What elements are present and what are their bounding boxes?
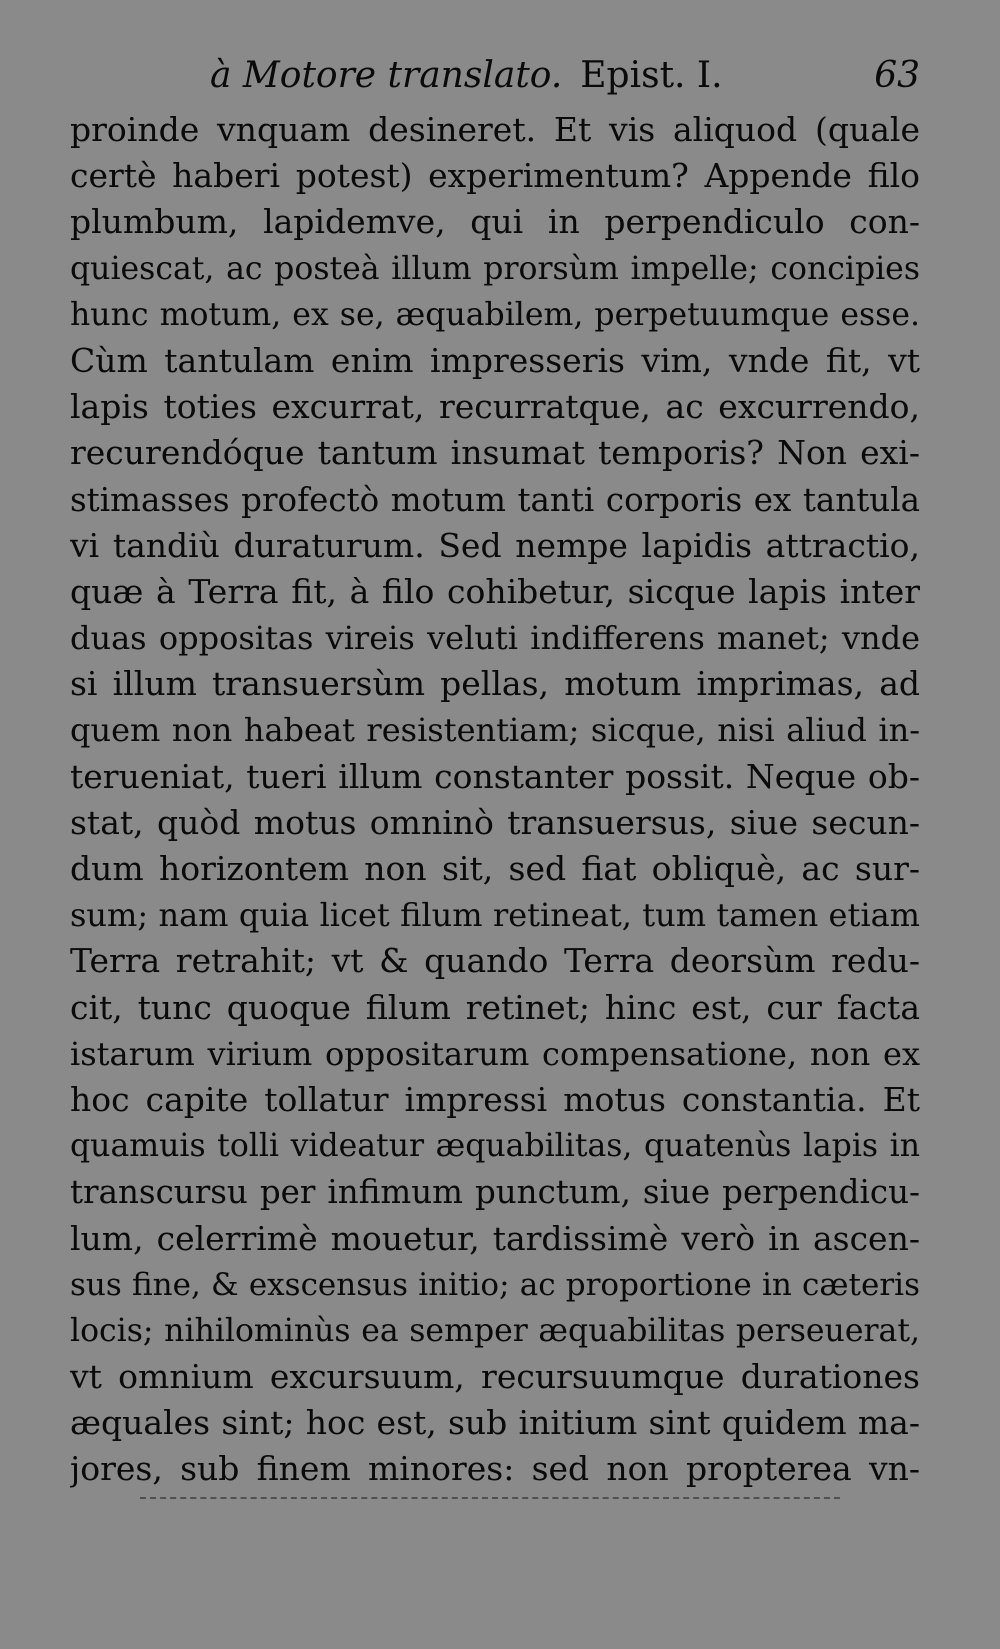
text-line: quamuis tolli videatur æquabilitas, quatenùs lapis in bbox=[70, 1128, 920, 1165]
text-line: dum horizontem non sit, sed fiat obliquè, ac sur- bbox=[70, 849, 920, 888]
text-line: terueniat, tueri illum constanter possit. Neque ob- bbox=[70, 756, 920, 796]
text-line: hunc motum, ex se, æquabilem, perpetuumque esse. bbox=[70, 296, 920, 333]
text-line: transcursu per infimum punctum, siue perpendicu- bbox=[70, 1173, 920, 1212]
text-line: quem non habeat resistentiam; sicque, nisi aliud in- bbox=[70, 711, 920, 750]
body-text bbox=[70, 107, 920, 1493]
page-number: 63 bbox=[874, 55, 920, 96]
text-line: cit, tunc quoque filum retinet; hinc est, cur facta bbox=[70, 987, 920, 1027]
text-line: sus fine, & exscensus initio; ac proportione in cæteris bbox=[70, 1266, 920, 1303]
text-line: æquales sint; hoc est, sub initium sint quidem ma- bbox=[70, 1403, 920, 1443]
text-line: stat, quòd motus omninò transuersus, siue secun- bbox=[70, 802, 920, 842]
epistle-label: Epist. I. bbox=[580, 55, 723, 96]
text-line: si illum transuersùm pellas, motum imprimas, ad bbox=[70, 664, 920, 704]
text-line: sum; nam quia licet filum retineat, tum tamen etiam bbox=[70, 896, 920, 935]
text-line: vt omnium excursuum, recursuumque durationes bbox=[70, 1357, 920, 1397]
text-line: quæ à Terra fit, à filo cohibetur, sicque lapis inter bbox=[70, 571, 920, 611]
bottom-dashed-rule bbox=[140, 1497, 840, 1499]
running-title: à Motore translato. bbox=[210, 55, 563, 96]
text-line: plumbum, lapidemve, qui in perpendiculo con- bbox=[70, 202, 920, 242]
text-line: lapis toties excurrat, recurratque, ac excurrendo, bbox=[70, 387, 920, 427]
text-line: Terra retrahit; vt & quando Terra deorsùm redu- bbox=[70, 941, 920, 981]
text-line: istarum virium oppositarum compensatione, non ex bbox=[70, 1034, 920, 1073]
text-line: proinde vnquam desineret. Et vis aliquod (quale bbox=[70, 110, 920, 149]
text-line: duas oppositas vireis veluti indifferens manet; vnde bbox=[70, 619, 920, 658]
text-line: vi tandiù duraturum. Sed nempe lapidis attractio, bbox=[70, 525, 920, 565]
text-line: jores, sub finem minores: sed non propterea vn- bbox=[70, 1449, 920, 1489]
text-line: certè haberi potest) experimentum? Appende filo bbox=[70, 156, 920, 196]
text-line: lum, celerrimè mouetur, tardissimè verò in ascen- bbox=[70, 1218, 920, 1258]
text-line: hoc capite tollatur impressi motus constantia. Et bbox=[70, 1079, 920, 1119]
text-line: stimasses profectò motum tanti corporis ex tantula bbox=[70, 480, 920, 519]
text-line: locis; nihilominùs ea semper æquabilitas perseuerat, bbox=[70, 1312, 920, 1349]
running-header bbox=[210, 48, 920, 104]
text-line: Cùm tantulam enim impresseris vim, vnde fit, vt bbox=[70, 340, 920, 380]
text-line: recurendóque tantum insumat temporis? Non exi- bbox=[70, 433, 920, 473]
text-line: quiescat, ac posteà illum prorsùm impelle; concipies bbox=[70, 250, 920, 287]
